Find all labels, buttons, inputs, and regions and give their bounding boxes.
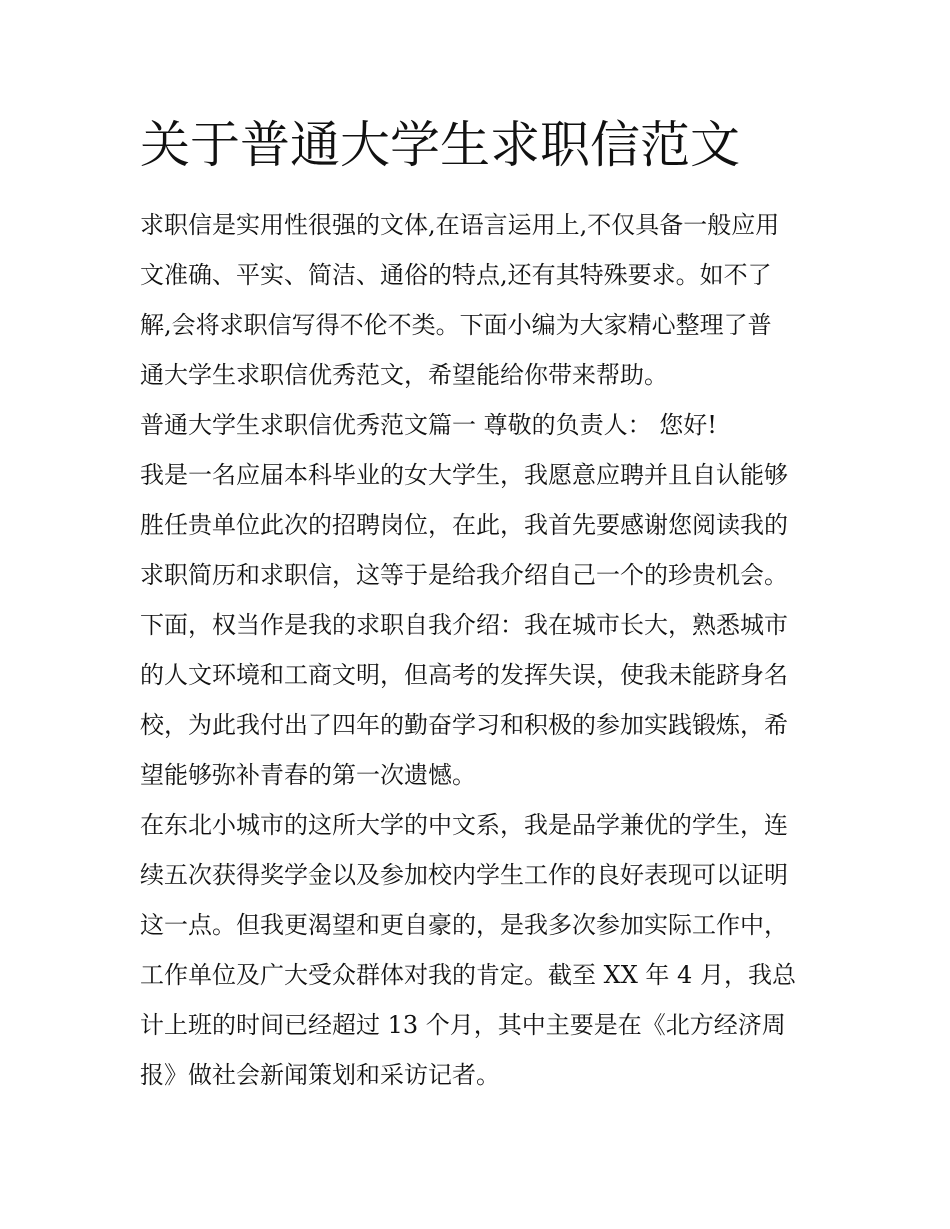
document-body	[140, 200, 815, 1100]
text-line: 文准确、平实、简洁、通俗的特点,还有其特殊要求。如不了	[140, 261, 772, 289]
text-line: 报》做社会新闻策划和采访记者。	[140, 1061, 500, 1089]
text-line: 计上班的时间已经超过 13 个月，其中主要是在《北方经济周	[140, 1011, 786, 1039]
text-line: 通大学生求职信优秀范文，希望能给你带来帮助。	[140, 361, 668, 389]
section-heading-line: 普通大学生求职信优秀范文篇一 尊敬的负责人： 您好!	[140, 411, 717, 439]
text-line: 在东北小城市的这所大学的中文系，我是品学兼优的学生，连	[140, 811, 788, 839]
document-title: 关于普通大学生求职信范文	[140, 116, 740, 174]
text-line: 求职简历和求职信，这等于是给我介绍自己一个的珍贵机会。	[140, 561, 788, 589]
text-line: 的人文环境和工商文明，但高考的发挥失误，使我未能跻身名	[140, 661, 788, 689]
text-line: 下面，权当作是我的求职自我介绍：我在城市长大，熟悉城市	[140, 611, 788, 639]
text-line: 我是一名应届本科毕业的女大学生，我愿意应聘并且自认能够	[140, 461, 788, 489]
text-line: 续五次获得奖学金以及参加校内学生工作的良好表现可以证明	[140, 861, 788, 889]
text-line: 工作单位及广大受众群体对我的肯定。截至 XX 年 4 月，我总	[140, 961, 796, 989]
text-line: 解,会将求职信写得不伦不类。下面小编为大家精心整理了普	[140, 311, 772, 339]
text-line: 校，为此我付出了四年的勤奋学习和积极的参加实践锻炼，希	[140, 711, 788, 739]
text-line: 胜任贵单位此次的招聘岗位，在此，我首先要感谢您阅读我的	[140, 511, 788, 539]
text-line: 这一点。但我更渴望和更自豪的，是我多次参加实际工作中，	[140, 911, 788, 939]
text-line: 望能够弥补青春的第一次遗憾。	[140, 761, 476, 789]
text-line: 求职信是实用性很强的文体,在语言运用上,不仅具备一般应用	[140, 211, 780, 239]
